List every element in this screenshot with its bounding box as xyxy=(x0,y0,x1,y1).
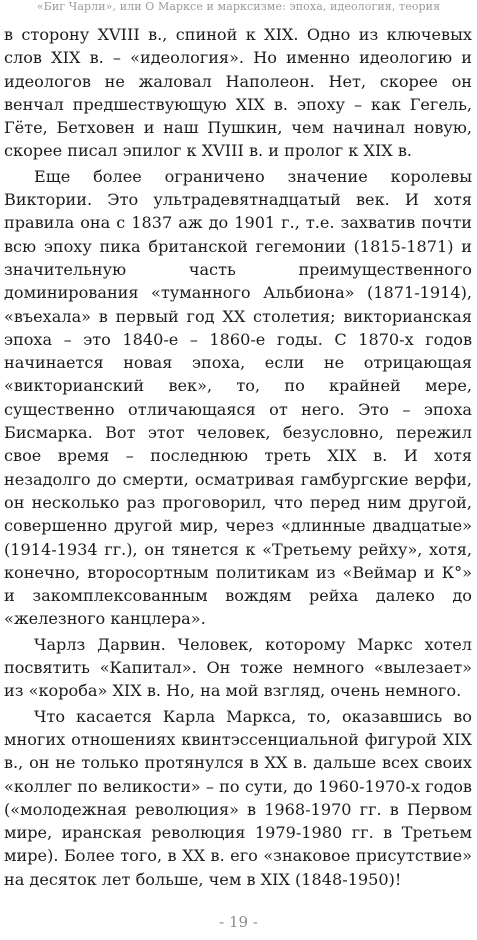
paragraph-continuation: в сторону XVIII в., спиной к XIX. Одно из ключевых слов XIX в. – «идеология». Но именно идеологию и идеологов не жаловал Наполеон. Нет, скорее он венчал предшествующую XIX в. эпоху – как Гегель, Гёте, Бетховен и наш Пушкин, чем начинал новую, скорее писал эпилог к XVIII в. и пролог к XIX в. xyxy=(4,25,472,161)
paragraph-victoria: Еще более ограничено значение королевы Виктории. Это ультрадевятнадцатый век. И хотя правила она с 1837 аж до 1901 г., т.е. захватив почти всю эпоху пика британской гегемонии (1815-1871) и значительную часть преимущественного доминирования «туманного Альбиона» (1871-1914), «въехала» в первый год XX столетия; викторианская эпоха – это 1840-е – 1860-е годы. С 1870-х годов начинается новая эпоха, если не отрицающая «викторианский век», то, по крайней мере, существенно отличающаяся от него. Это – эпоха Бисмарка. Вот этот человек, безусловно, пережил свое время – последнюю треть XIX в. И хотя незадолго до смерти, осматривая гамбургские верфи, он несколько раз проговорил, что перед ним другой, совершенно другой мир, через «длинные двадцатые» (1914-1934 гг.), он тянется к «Третьему рейху», хотя, конечно, второсортным политикам из «Веймар и К°» и закомплексованным вождям рейха далеко до «железного канцлера». xyxy=(4,166,472,629)
running-head: «Биг Чарли», или О Марксе и марксизме: эпоха, идеология, теория xyxy=(36,0,441,13)
page-number: - 19 - xyxy=(219,913,258,931)
paragraph-darwin: Чарлз Дарвин. Человек, которому Маркс хотел посвятить «Капитал». Он тоже немного «вылезает» из «короба» XIX в. Но, на мой взгляд, очень немного. xyxy=(4,634,472,701)
paragraph-marx: Что касается Карла Маркса, то, оказавшись во многих отношениях квинтэссенциальной фигурой XIX в., он не только протянулся в XX в. дальше всех своих «коллег по великости» – по сути, до 1960-1970-х годов («молодежная революция» в 1968-1970 гг. в Первом мире, иранская революция 1979-1980 гг. в Третьем мире). Более того, в XX в. его «знаковое присутствие» на десяток лет больше, чем в XIX (1848-1950)! xyxy=(4,706,472,889)
body-text xyxy=(4,23,472,891)
